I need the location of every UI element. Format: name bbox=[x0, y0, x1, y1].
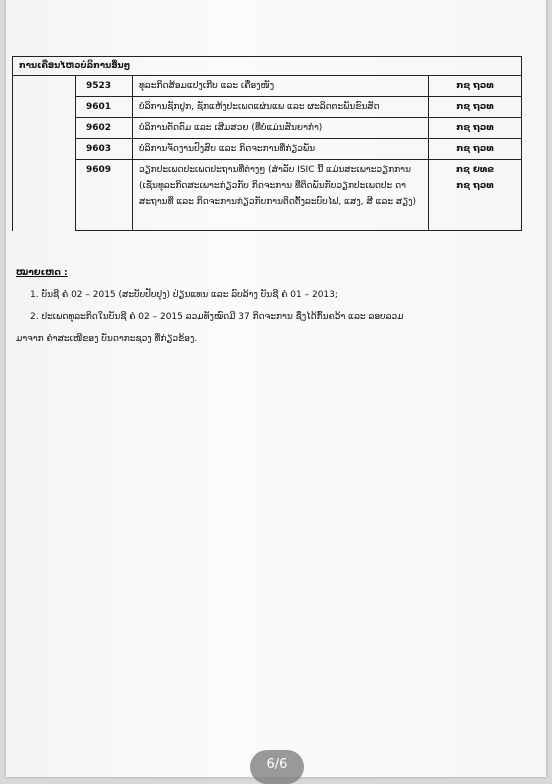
isic-code: 9523 bbox=[76, 76, 133, 97]
table-row bbox=[13, 139, 522, 160]
business-description: ບໍລິການຊັກປູກ, ຊັກແຫ້ງປະເພດແຜ່ນແພ ແລະ ຜະລິດຕະພັນຂົນສັດ bbox=[133, 97, 429, 118]
responsible-agency: ກຊ ຍທຂ bbox=[456, 165, 494, 175]
table-row bbox=[13, 97, 522, 118]
table-row bbox=[13, 76, 522, 97]
section-title: ການເຄື່ອນໄຫວບໍລິການອື່ນໆ bbox=[13, 57, 522, 76]
responsible-agency: ກຊ ຖວທ bbox=[429, 76, 522, 97]
business-description: ທຸລະກິດສ້ອມແປງເກີບ ແລະ ເຄື່ອງໜັງ bbox=[133, 76, 429, 97]
business-list-table bbox=[12, 56, 522, 231]
responsible-agency: ກຊ ຖວທ bbox=[429, 139, 522, 160]
table-row bbox=[13, 118, 522, 139]
responsible-agency: ກຊ ຖວທ bbox=[429, 97, 522, 118]
business-description: ບໍລິການຈັດງານປົງສົບ ແລະ ກິດຈະການທີ່ກ່ຽວພັນ bbox=[133, 139, 429, 160]
section-header-row bbox=[13, 57, 522, 76]
responsible-agency: ກຊ ຖວທ bbox=[429, 118, 522, 139]
isic-code: 9601 bbox=[76, 97, 133, 118]
responsible-agency: ກຊ ຖວທ bbox=[456, 181, 494, 191]
isic-code: 9609 bbox=[76, 160, 133, 231]
page-indicator: 6/6 bbox=[250, 750, 304, 784]
section-column bbox=[13, 76, 76, 231]
table-row bbox=[13, 160, 522, 231]
note-item-2-continued: ມາຈາກ ຄໍາສະເໜີຂອງ ບັນດາກະຊວງ ທີ່ກ່ຽວຂ້ອງ. bbox=[16, 334, 198, 344]
business-description: ວຽກປະເພດປະເພດປະຖານທີ່ຕ່າງໆ (ສໍາລັບ ISIC ນີ້ ແມ່ນສະເພາະວຽກການ (ເຊັ່ນທຸລະກິດສະເພາະກ່ຽວກັບ ກິດຈະການ ທີ່ຕິດພັນກັບວຽກປະເພດປະ ດາສະຖານທີ່ ແລະ ກິດຈະການກ່ຽວກັບການຕິດຕັ້ງລະບົບໄຟ, ແສງ, ສີ ແລະ ສຽງ) bbox=[133, 160, 429, 231]
responsible-agency-group bbox=[429, 160, 522, 231]
note-item-1: 1. ບັນຊີ ຄໍ 02 – 2015 (ສະບັບປັບປຸງ) ປ່ຽນແທນ ແລະ ລົບລ້າງ ບັນຊີ ຄໍ 01 – 2013; bbox=[30, 290, 338, 300]
note-item-2: 2. ປະເພດທຸລະກິດໃນບັນຊີ ຄໍ 02 – 2015 ລວມທັງໝົດມີ 37 ກິດຈະການ ຊຶ່ງໄດ້ກົ້ນຄວ້າ ແລະ ລອບລວມ bbox=[30, 312, 404, 322]
isic-code: 9602 bbox=[76, 118, 133, 139]
document-page bbox=[6, 0, 546, 777]
notes-label: ໝາຍເຫດ : bbox=[16, 268, 68, 278]
business-description: ບໍລິການຕັດຕົມ ແລະ ເສີມສວຍ (ທີ່ບໍ່ແມ່ນສັນຍາກຳ) bbox=[133, 118, 429, 139]
notes-section bbox=[16, 262, 536, 350]
isic-code: 9603 bbox=[76, 139, 133, 160]
